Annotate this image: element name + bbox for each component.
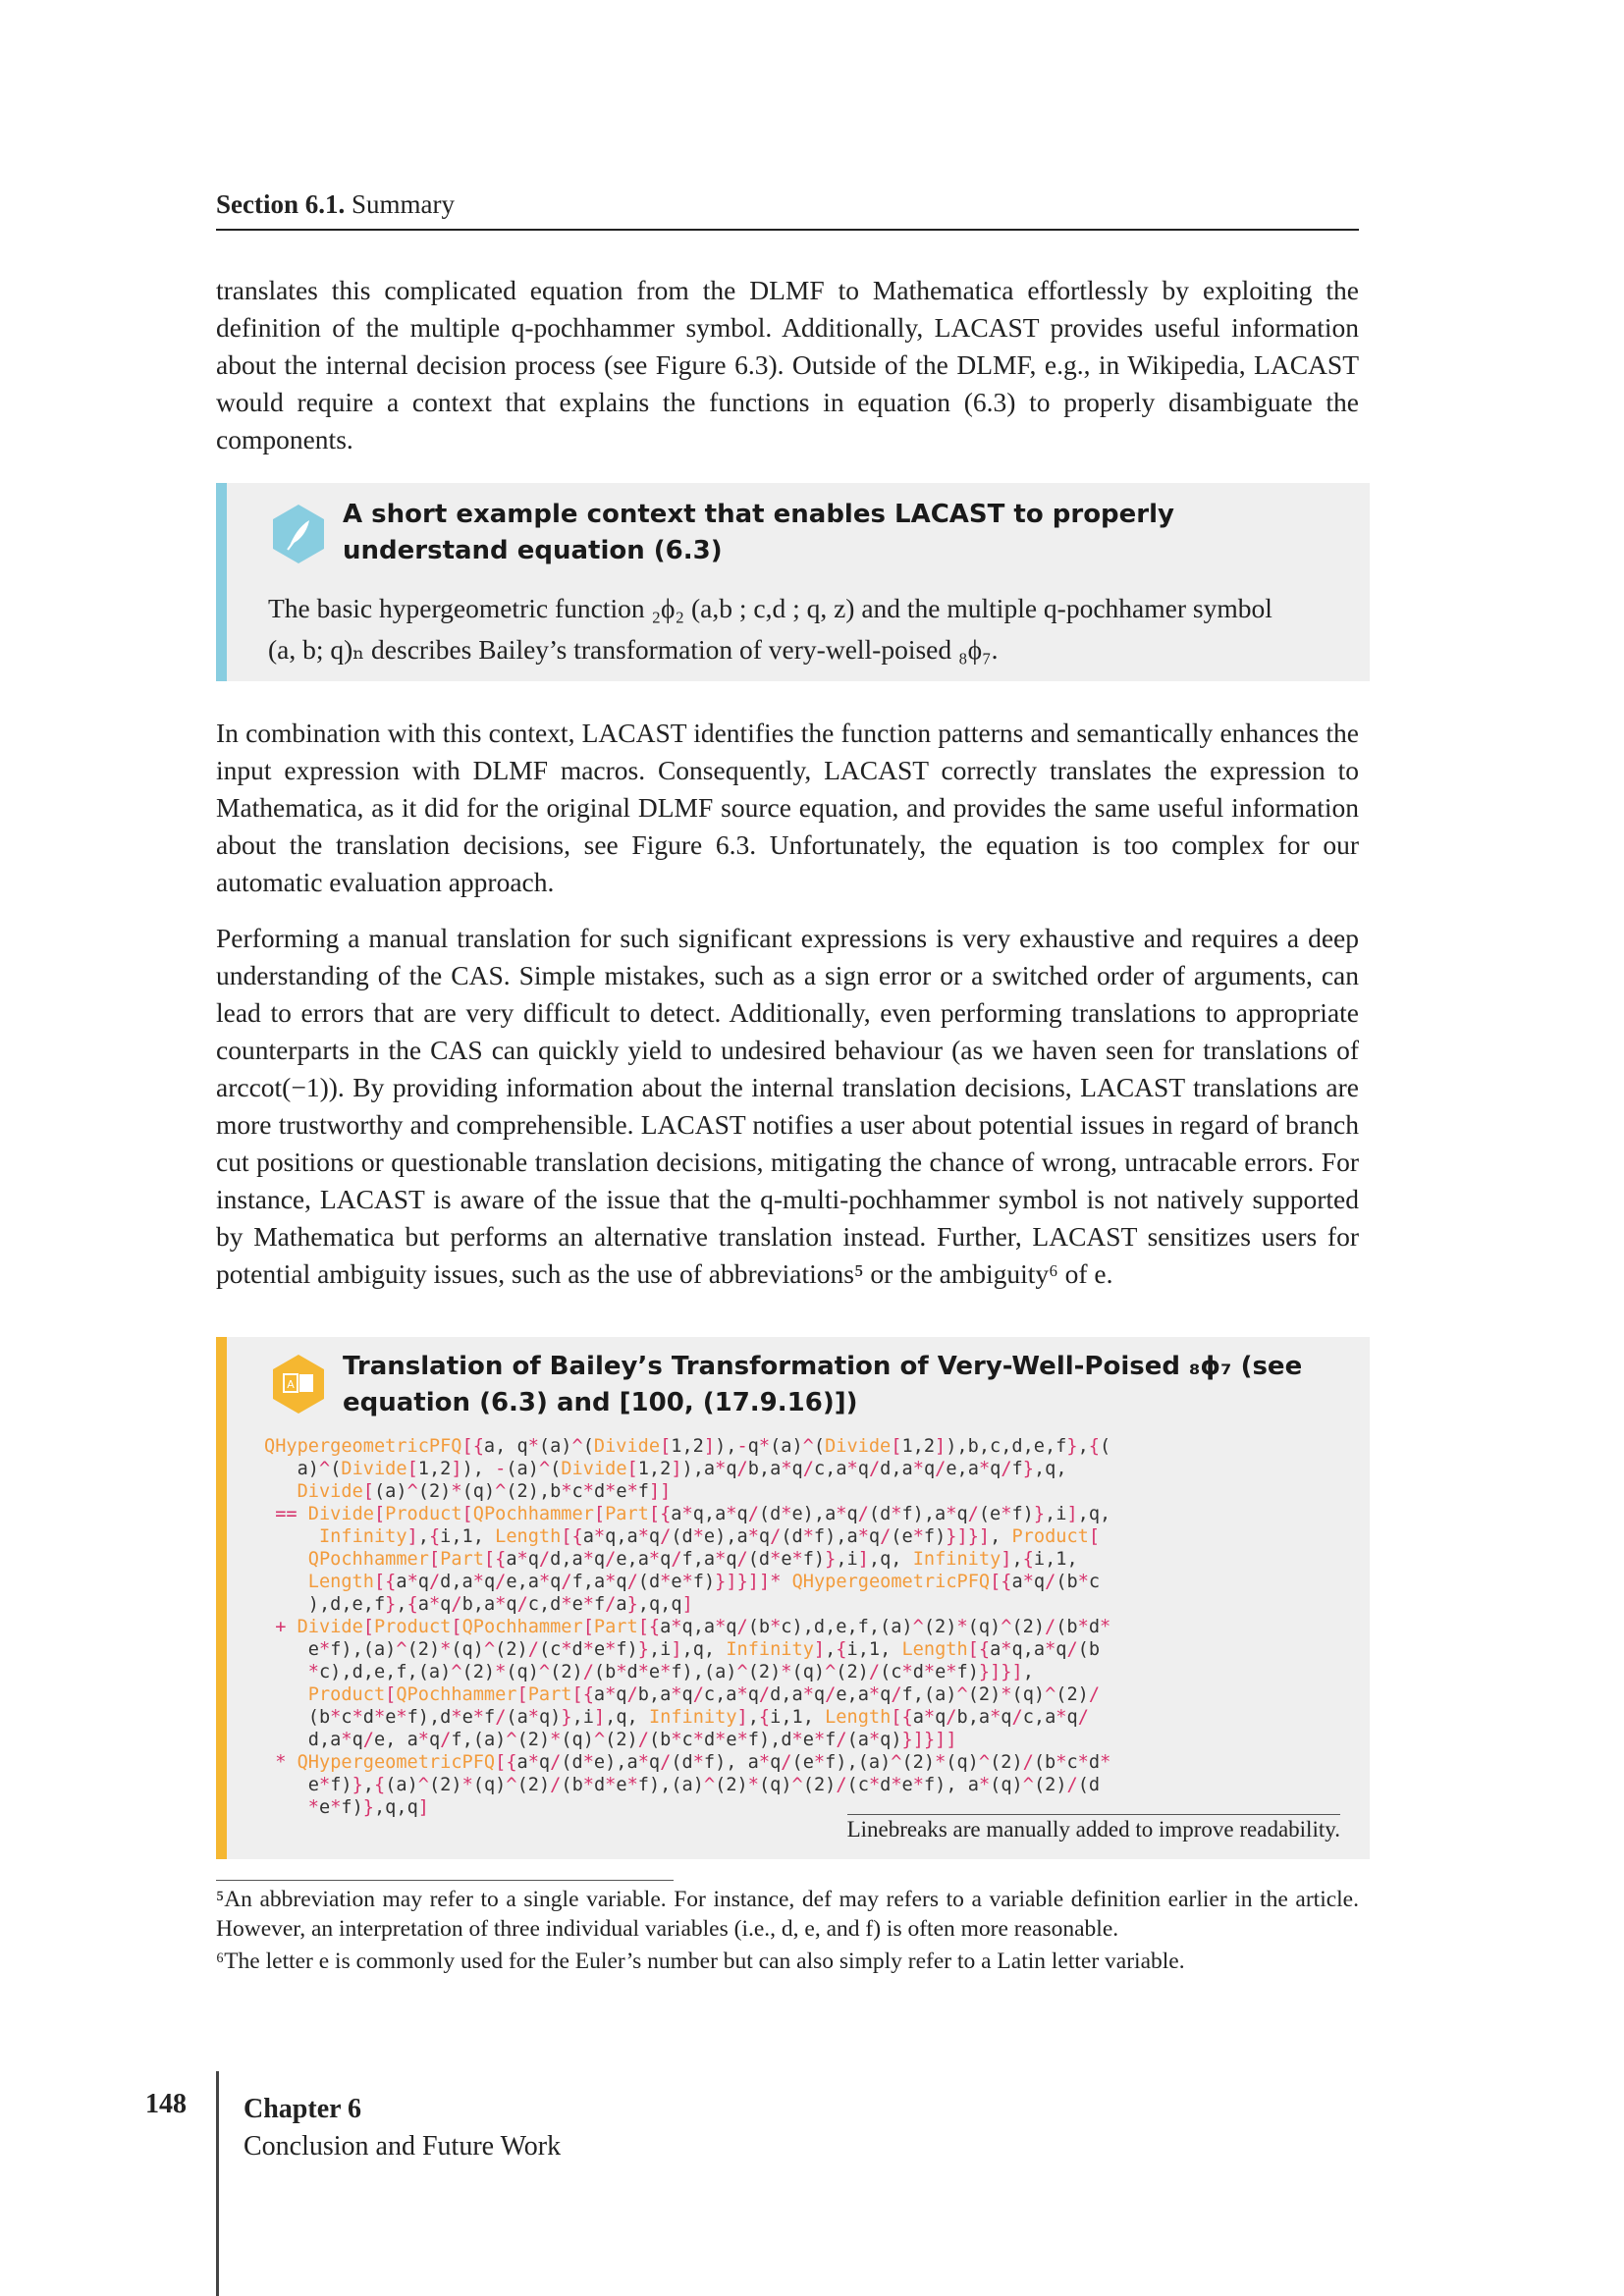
code-line: a)^(Divide[1,2]), -(a)^(Divide[1,2]),a*q/b,a*q/c,a*q/d,a*q/e,a*q/f},q, [264, 1459, 1067, 1479]
code-line: d,a*q/e, a*q/f,(a)^(2)*(q)^(2)/(b*c*d*e*f),d*e*f/(a*q)}]}]] [264, 1730, 957, 1750]
code-line: ),d,e,f},{a*q/b,a*q/c,d*e*f/a},q,q] [264, 1594, 693, 1615]
section-label: Section 6.1. [216, 189, 346, 219]
translate-icon [270, 1353, 327, 1415]
code-line: Product[QPochhammer[Part[{a*q/b,a*q/c,a*q/d,a*q/e,a*q/f,(a)^(2)*(q)^(2)/ [307, 1684, 1101, 1705]
code-line: *c),d,e,f,(a)^(2)*(q)^(2)/(b*d*e*f),(a)^(2)*(q)^(2)/(c*d*e*f)}]}], [307, 1662, 1034, 1682]
context-box-line1: The basic hypergeometric function ₂ϕ₂ (a,b ; c,d ; q, z) and the multiple q-pochhamer symbol [268, 593, 1272, 623]
feather-icon [270, 503, 327, 565]
code-block [264, 1435, 1340, 1819]
code-line: Divide[(a)^(2)*(q)^(2),b*c*d*e*f]] [297, 1481, 672, 1502]
paragraph-1: translates this complicated equation from the DLMF to Mathematica effortlessly by exploiting the definition of the multiple q-pochhammer symbol. Additionally, LACAST provides useful information about the internal decision process (see Figure 6.3). Outside of the DLMF, e.g., in Wikipedia, LACAST would require a context that explains the functions in equation (6.3) to properly disambiguate the components. [216, 275, 1359, 454]
code-line: (b*c*d*e*f),d*e*f/(a*q)},i],q, Infinity],{i,1, Length[{a*q/b,a*q/c,a*q/ [264, 1707, 1089, 1728]
paragraph-3: Performing a manual translation for such significant expressions is very exhaustive and requires a deep understanding of the CAS. Simple mistakes, such as a sign error or a switched order of arguments, can lead to errors that are very difficult to detect. Additionally, even performing translations to appropriate counterparts in the CAS can quickly yield to undesired behaviour (as we haven seen for translations of arccot(−1)). By providing information about the internal translation decisions, LACAST translations are more trustworthy and comprehensible. LACAST notifies a user about potential issues in regard of branch cut positions or questionable translation decisions, mitigating the chance of wrong, untracable errors. For instance, LACAST is aware of the issue that the q-multi-pochhammer symbol is not natively supported by Mathematica but performs an alternative translation instead. Further, LACAST sensitizes users for potential ambiguity issues, such as the use of abbreviations⁵ or the ambiguity⁶ of e. [216, 923, 1359, 1289]
code-line: * QHypergeometricPFQ[{a*q/(d*e),a*q/(d*f), a*q/(e*f),(a)^(2)*(q)^(2)/(b*c*d* [275, 1752, 1111, 1773]
footnote-rule [216, 1880, 674, 1881]
chapter-info [244, 2091, 561, 2165]
code-line: e*f)},{(a)^(2)*(q)^(2)/(b*d*e*f),(a)^(2)*(q)^(2)/(c*d*e*f), a*(q)^(2)/(d [264, 1775, 1101, 1795]
code-line: e*f),(a)^(2)*(q)^(2)/(c*d*e*f)},i],q, Infinity],{i,1, Length[{a*q,a*q/(b [264, 1639, 1101, 1660]
section-title: Summary [352, 189, 455, 219]
code-line: *e*f)},q,q] [307, 1797, 429, 1818]
code-line: Infinity],{i,1, Length[{a*q,a*q/(d*e),a*q/(d*f),a*q/(e*f)}]}], Product[ [318, 1526, 1101, 1547]
svg-text:A: A [287, 1378, 295, 1391]
footer-rule [216, 2071, 219, 2296]
footnote-5: ⁵An abbreviation may refer to a single variable. For instance, def may refers to a variable definition earlier in the article. However, an interpretation of three individual variables (i.e., d, e, and f) is often more reasonable. [216, 1887, 1359, 1942]
paragraph-2: In combination with this context, LACAST identifies the function patterns and semantically enhances the input expression with DLMF macros. Consequently, LACAST correctly translates the expression to Mathematica, as it did for the original DLMF source equation, and provides the same useful information about the translation decisions, see Figure 6.3. Unfortunately, the equation is too complex for our automatic evaluation approach. [216, 718, 1359, 897]
readability-note: Linebreaks are manually added to improve readability. [847, 1814, 1340, 1842]
footnote-6: ⁶The letter e is commonly used for the Euler’s number but can also simply refer to a Latin letter variable. [216, 1949, 1185, 1974]
chapter-title: Conclusion and Future Work [244, 2131, 562, 2162]
code-line: Length[{a*q/d,a*q/e,a*q/f,a*q/(d*e*f)}]}]]* QHypergeometricPFQ[{a*q/(b*c [307, 1572, 1101, 1592]
chapter-label: Chapter 6 [244, 2094, 362, 2124]
running-header [216, 189, 1359, 231]
context-box-line2: (a, b; q)ₙ describes Bailey’s transformation of very-well-poised ₈ϕ₇. [268, 634, 999, 665]
page-number: 148 [145, 2089, 187, 2119]
context-box-title: A short example context that enables LACAST to properly understand equation (6.3) [343, 500, 1174, 565]
translation-box [216, 1337, 1370, 1859]
code-line: QHypergeometricPFQ[{a, q*(a)^(Divide[1,2]),-q*(a)^(Divide[1,2]),b,c,d,e,f},{( [264, 1436, 1111, 1457]
code-line: == Divide[Product[QPochhammer[Part[{a*q,a*q/(d*e),a*q/(d*f),a*q/(e*f)},i],q, [275, 1504, 1111, 1524]
code-line: + Divide[Product[QPochhammer[Part[{a*q,a*q/(b*c),d,e,f,(a)^(2)*(q)^(2)/(b*d* [275, 1617, 1111, 1637]
context-box [216, 483, 1370, 681]
page-footer [216, 2071, 1359, 2296]
translation-box-title: Translation of Bailey’s Transformation of Very-Well-Poised ₈ϕ₇ (see equation (6.3) and [100, (17.9.16)]) [343, 1352, 1303, 1417]
code-line: QPochhammer[Part[{a*q/d,a*q/e,a*q/f,a*q/(d*e*f)},i],q, Infinity],{i,1, [307, 1549, 1078, 1570]
